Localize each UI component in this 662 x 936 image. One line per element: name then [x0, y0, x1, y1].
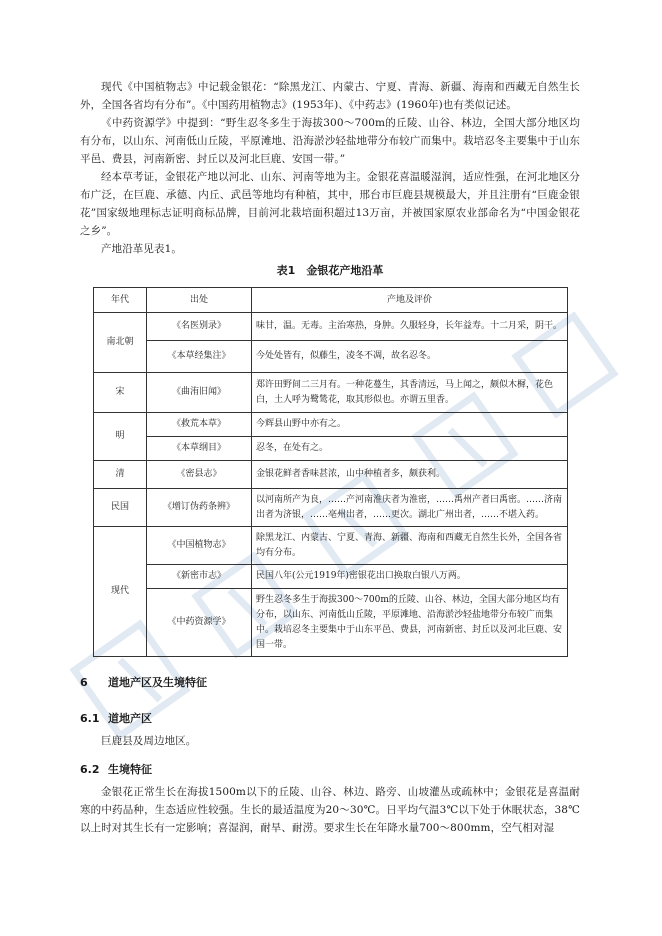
table-header-row [94, 288, 568, 313]
table-caption: 表1 金银花产地沿革 [276, 264, 384, 277]
source-cell: 《中药资源学》 [147, 589, 252, 657]
source-cell: 《本草纲目》 [147, 437, 252, 461]
section-6-1-body: 巨鹿县及周边地区。 [101, 735, 197, 747]
intro-paragraph-1: 现代《中国植物志》中记载金银花：“除黑龙江、内蒙古、宁夏、青海、新疆、海南和西藏无自然生长外，全国各省均有分布”。《中国药用植物志》(1953年)、《中药志》(1960年)也有类似记述。 [80, 81, 580, 111]
source-cell: 《中国植物志》 [147, 527, 252, 565]
section-6-1-heading [80, 710, 152, 726]
era-cell: 宋 [94, 373, 147, 413]
source-cell: 《名医别录》 [147, 313, 252, 341]
source-cell: 《曲洧旧闻》 [147, 373, 252, 413]
section-title: 道地产区及生境特征 [108, 676, 207, 689]
origin-history-table [93, 287, 568, 657]
intro-paragraph-3: 经本草考证，金银花产地以河北、山东、河南等地为主。金银花喜温暖湿润，适应性强，在河北地区分布广泛，在巨鹿、承德、内丘、武邑等地均有种植，其中，邢台市巨鹿县规模最大，并且注册有“巨鹿金银花”国家级地理标志证明商标品牌，目前河北栽培面积超过13万亩，并被国家原农业部命名为“中国金银花之乡”。 [80, 171, 580, 237]
evaluation-cell: 今处处皆有，似藤生，凌冬不凋，故名忍冬。 [252, 341, 568, 373]
intro-paragraph-4: 产地沿革见表1。 [101, 243, 182, 255]
section-6-heading [80, 674, 207, 690]
era-cell: 清 [94, 461, 147, 489]
era-cell: 现代 [94, 527, 147, 657]
table-row [94, 565, 568, 589]
source-cell: 《密县志》 [147, 461, 252, 489]
evaluation-cell: 味甘，温。无毒。主治寒热，身肿。久服轻身，长年益寿。十二月采，阴干。 [252, 313, 568, 341]
evaluation-cell: 除黑龙江、内蒙古、宁夏、青海、新疆、海南和西藏无自然生长外，全国各省均有分布。 [252, 527, 568, 565]
table-row [94, 527, 568, 565]
section-title: 道地产区 [108, 712, 152, 725]
evaluation-cell: 忍冬，在处有之。 [252, 437, 568, 461]
table-row [94, 461, 568, 489]
source-cell: 《救荒本草》 [147, 413, 252, 437]
era-cell: 明 [94, 413, 147, 461]
table-row [94, 413, 568, 437]
evaluation-cell: 民国八年(公元1919年)密银花出口换取白银八万两。 [252, 565, 568, 589]
section-number: 6.1 [80, 712, 100, 725]
header-evaluation: 产地及评价 [252, 288, 568, 313]
era-cell: 南北朝 [94, 313, 147, 373]
section-number: 6.2 [80, 763, 100, 776]
evaluation-cell: 野生忍冬多生于海拔300～700m的丘陵、山谷、林边，全国大部分地区均有分布，以山东、河南低山丘陵，平原滩地、沿海淤沙轻盐地带分布较广而集中。栽培忍冬主要集中于山东平邑、费县，河南新密、封丘以及河北巨鹿、安国一带。 [252, 589, 568, 657]
header-era: 年代 [94, 288, 147, 313]
evaluation-cell: 郑许田野间二三月有。一种花蔓生，其香清远，马上闻之，颇似木樨，花色白，土人呼为鹭鸶花，取其形似也。亦谓五里香。 [252, 373, 568, 413]
section-6-2-heading [80, 761, 152, 777]
table-row [94, 373, 568, 413]
evaluation-cell: 金银花鲜者香味甚浓，山中种植者多，颇获利。 [252, 461, 568, 489]
era-cell: 民国 [94, 489, 147, 527]
evaluation-cell: 今辉县山野中亦有之。 [252, 413, 568, 437]
header-source: 出处 [147, 288, 252, 313]
intro-paragraph-2: 《中药资源学》中提到：“野生忍冬多生于海拔300～700m的丘陵、山谷、林边，全国大部分地区均有分布，以山东、河南低山丘陵，平原滩地、沿海淤沙轻盐地带分布较广而集中。栽培忍冬主要集中于山东平邑、费县，河南新密、封丘以及河北巨鹿、安国一带。” [80, 117, 580, 165]
evaluation-cell: 以河南所产为良，……产河南淮庆者为淮密，……禹州产者曰禹密。……济南出者为济银，……亳州出者，……更次。湖北广州出者，……不堪入药。 [252, 489, 568, 527]
table-row [94, 341, 568, 373]
section-number: 6 [80, 676, 88, 689]
section-title: 生境特征 [108, 763, 152, 776]
source-cell: 《增订伪药条辨》 [147, 489, 252, 527]
table-row [94, 313, 568, 341]
section-6-2-body: 金银花正常生长在海拔1500m以下的丘陵、山谷、林边、路旁、山坡灌丛或疏林中；金银花是喜温耐寒的中药品种，生态适应性较强。生长的最适温度为20～30℃。日平均气温3℃以下处于休眠状态，38℃以上时对其生长有一定影响；喜湿润，耐旱、耐涝。要求生长在年降水量700～800mm，空气相对湿 [80, 786, 580, 834]
source-cell: 《本草经集注》 [147, 341, 252, 373]
table-row [94, 437, 568, 461]
table-row [94, 489, 568, 527]
table-row [94, 589, 568, 657]
source-cell: 《新密市志》 [147, 565, 252, 589]
